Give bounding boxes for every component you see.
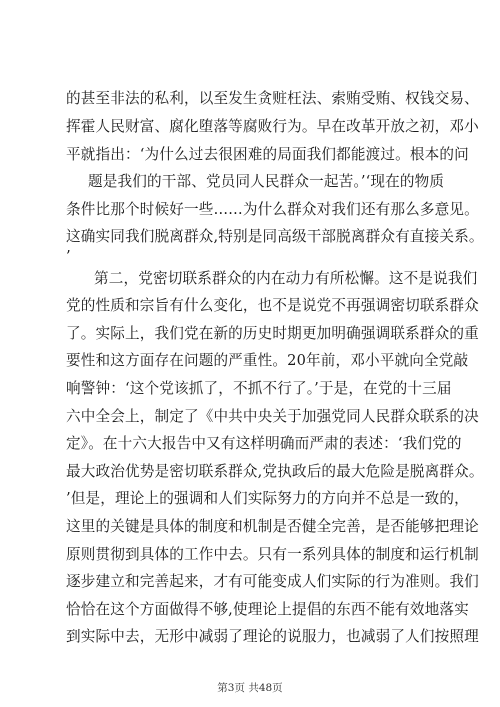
- text-line: 六中全会上，制定了《中共中央关于加强党同人民群众联系的决: [66, 408, 479, 425]
- text-line: 到实际中去，无形中减弱了理论的说服力，也减弱了人们按照理: [66, 628, 479, 645]
- text-line: 第二，党密切联系群众的内在动力有所松懈。这不是说我们: [94, 270, 478, 287]
- page-footer: 第3页 共48页: [217, 682, 283, 694]
- text-line: 原则贯彻到具体的工作中去。只有一系列具体的制度和运行机制: [66, 546, 479, 563]
- text-line: 要性和这方面存在问题的严重性。20年前，邓小平就向全党敲: [66, 352, 469, 369]
- text-line: 逐步建立和完善起来，才有可能变成人们实际的行为准则。我们: [66, 573, 479, 590]
- text-line: 最大政治优势是密切联系群众,党执政后的最大危险是脱离群众。: [66, 463, 484, 480]
- text-line: 党的性质和宗旨有什么变化，也不是说党不再强调密切联系群众: [66, 297, 479, 314]
- text-line: ’但是，理论上的强调和人们实际努力的方向并不总是一致的，: [66, 490, 469, 507]
- text-line: 条件比那个时候好一些……为什么群众对我们还有那么多意见。: [66, 201, 479, 218]
- text-line: 挥霍人民财富、腐化堕落等腐败行为。早在改革开放之初，邓小: [66, 118, 479, 135]
- text-line: 恰恰在这个方面做得不够,使理论上提倡的东西不能有效地落实: [66, 601, 469, 618]
- text-line: 的甚至非法的私利，以至发生贪赃枉法、索贿受贿、权钱交易、: [66, 90, 479, 107]
- text-line: 这确实同我们脱离群众,特别是同高级干部脱离群众有直接关系。: [66, 228, 484, 245]
- text-line: 了。实际上，我们党在新的历史时期更加明确强调联系群众的重: [66, 325, 479, 342]
- text-line: 响警钟：‘这个党该抓了，不抓不行了。’于是，在党的十三届: [66, 380, 452, 397]
- text-line: 这里的关键是具体的制度和机制是否健全完善，是否能够把理论: [66, 518, 479, 535]
- text-line: 平就指出：‘为什么过去很困难的局面我们都能渡过。根本的问: [66, 146, 469, 163]
- text-line: 题是我们的干部、党员同人民群众一起苦。’‘现在的物质: [88, 173, 445, 190]
- text-line: ’: [66, 248, 71, 265]
- text-line: 定》。在十六大报告中又有这样明确而严肃的表述：‘我们党的: [66, 435, 462, 452]
